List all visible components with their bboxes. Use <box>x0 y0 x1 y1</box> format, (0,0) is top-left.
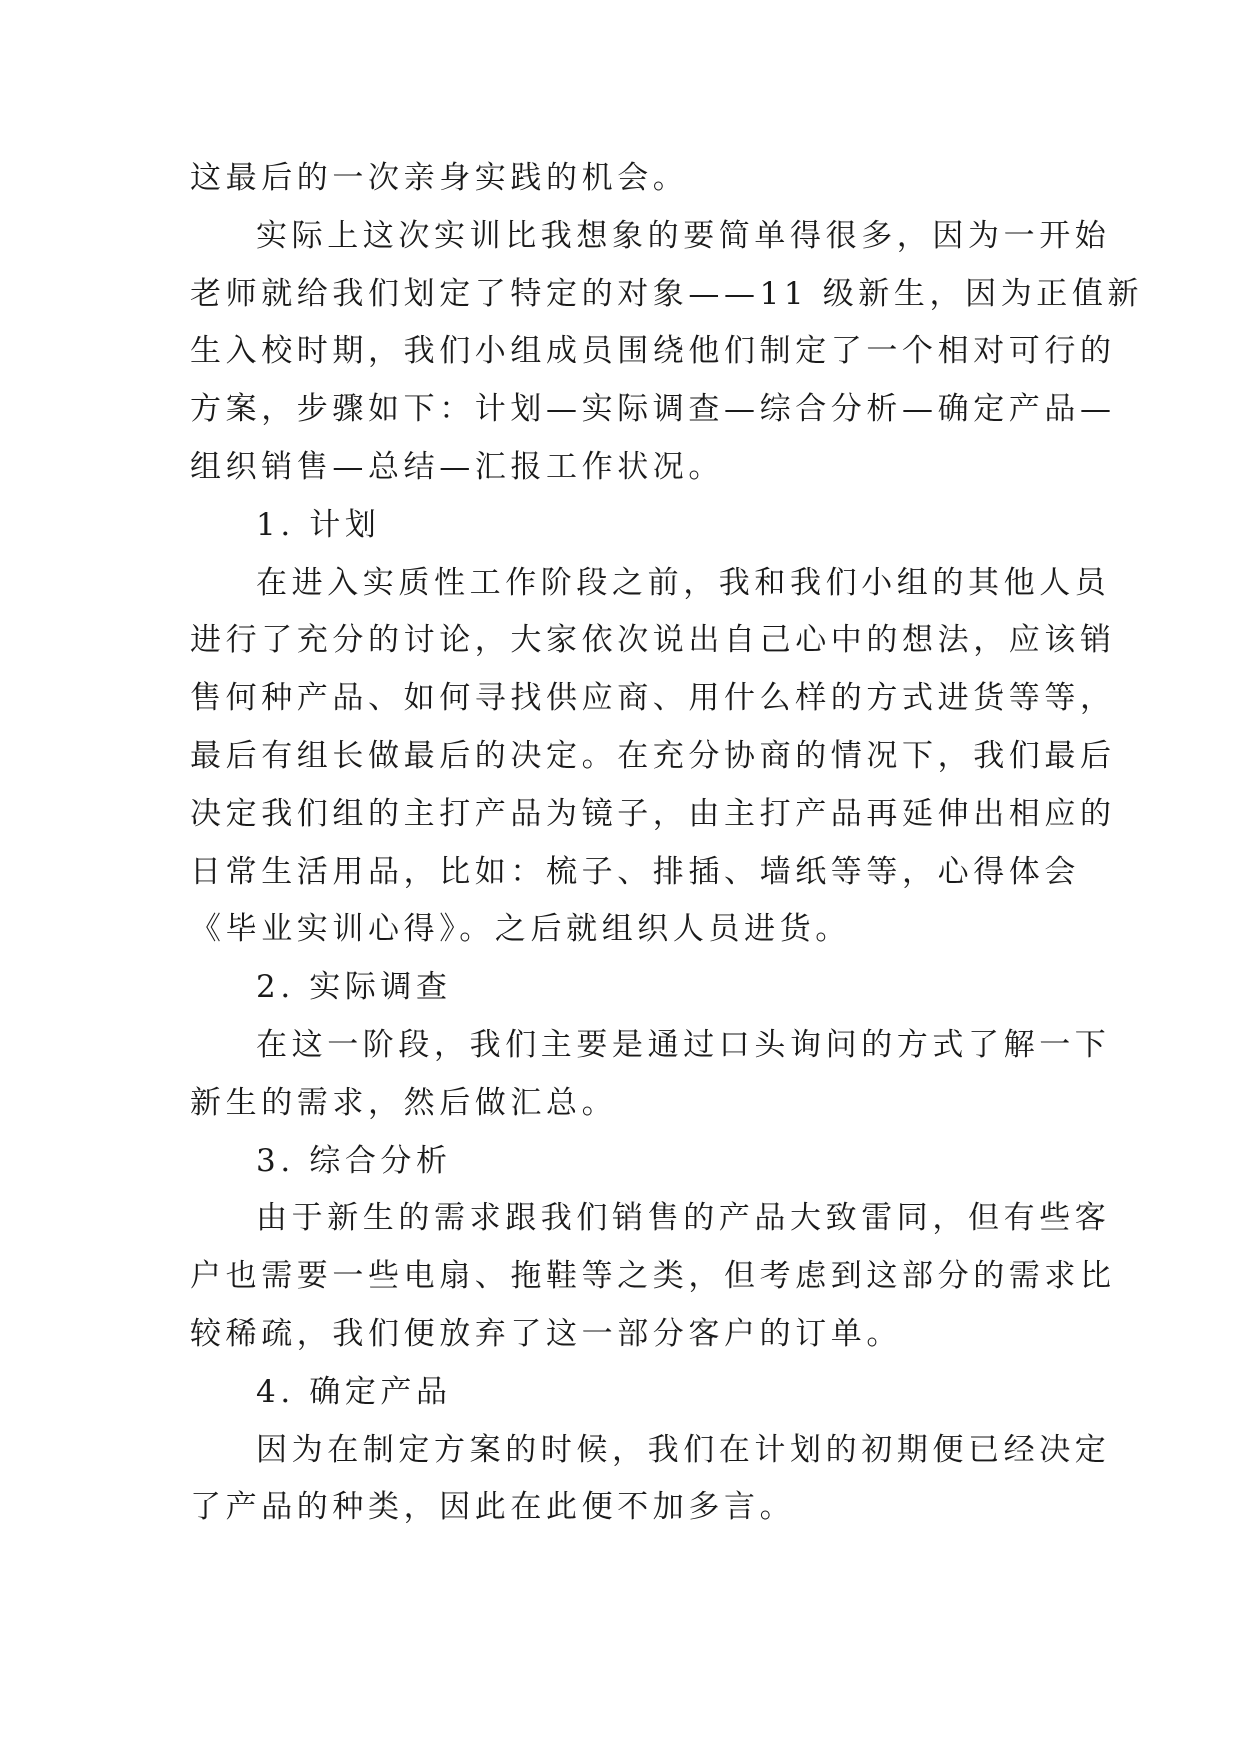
text-line: 户也需要一些电扇、拖鞋等之类，但考虑到这部分的需求比 <box>190 1258 1116 1295</box>
text-line: 这最后的一次亲身实践的机会。 <box>190 160 689 196</box>
text-line: 日常生活用品，比如：梳子、排插、墙纸等等，心得体会 <box>190 853 1080 890</box>
paragraph-first-line: 由于新生的需求跟我们销售的产品大致雷同，但有些客 <box>256 1200 1111 1237</box>
text-line: 方案，步骤如下：计划—实际调查—综合分析—确定产品— <box>190 391 1116 428</box>
text-line: 决定我们组的主打产品为镜子，由主打产品再延伸出相应的 <box>190 795 1116 832</box>
text-line: 较稀疏，我们便放弃了这一部分客户的订单。 <box>190 1315 902 1352</box>
text-line: 《毕业实训心得》。之后就组织人员进货。 <box>190 911 851 948</box>
text-line: 新生的需求，然后做汇总。 <box>190 1084 618 1121</box>
paragraph-first-line: 在这一阶段，我们主要是通过口头询问的方式了解一下 <box>256 1026 1111 1063</box>
section-heading-plan: 1. 计划 <box>256 506 381 543</box>
text-line: 组织销售—总结—汇报工作状况。 <box>190 448 724 485</box>
section-heading-survey: 2. 实际调查 <box>256 969 452 1006</box>
text-line: 生入校时期，我们小组成员围绕他们制定了一个相对可行的 <box>190 333 1116 370</box>
section-heading-analysis: 3. 综合分析 <box>256 1142 452 1179</box>
text-line: 老师就给我们划定了特定的对象——11 级新生，因为正值新 <box>190 275 1144 312</box>
section-heading-product: 4. 确定产品 <box>256 1373 452 1410</box>
text-line: 了产品的种类，因此在此便不加多言。 <box>190 1489 796 1526</box>
paragraph-first-line: 因为在制定方案的时候，我们在计划的初期便已经决定 <box>256 1431 1111 1468</box>
paragraph-first-line: 实际上这次实训比我想象的要简单得很多，因为一开始 <box>256 217 1111 254</box>
paragraph-first-line: 在进入实质性工作阶段之前，我和我们小组的其他人员 <box>256 564 1111 601</box>
text-line: 进行了充分的讨论，大家依次说出自己心中的想法，应该销 <box>190 622 1116 659</box>
text-line: 最后有组长做最后的决定。在充分协商的情况下，我们最后 <box>190 737 1116 774</box>
text-line: 售何种产品、如何寻找供应商、用什么样的方式进货等等， <box>190 680 1116 717</box>
